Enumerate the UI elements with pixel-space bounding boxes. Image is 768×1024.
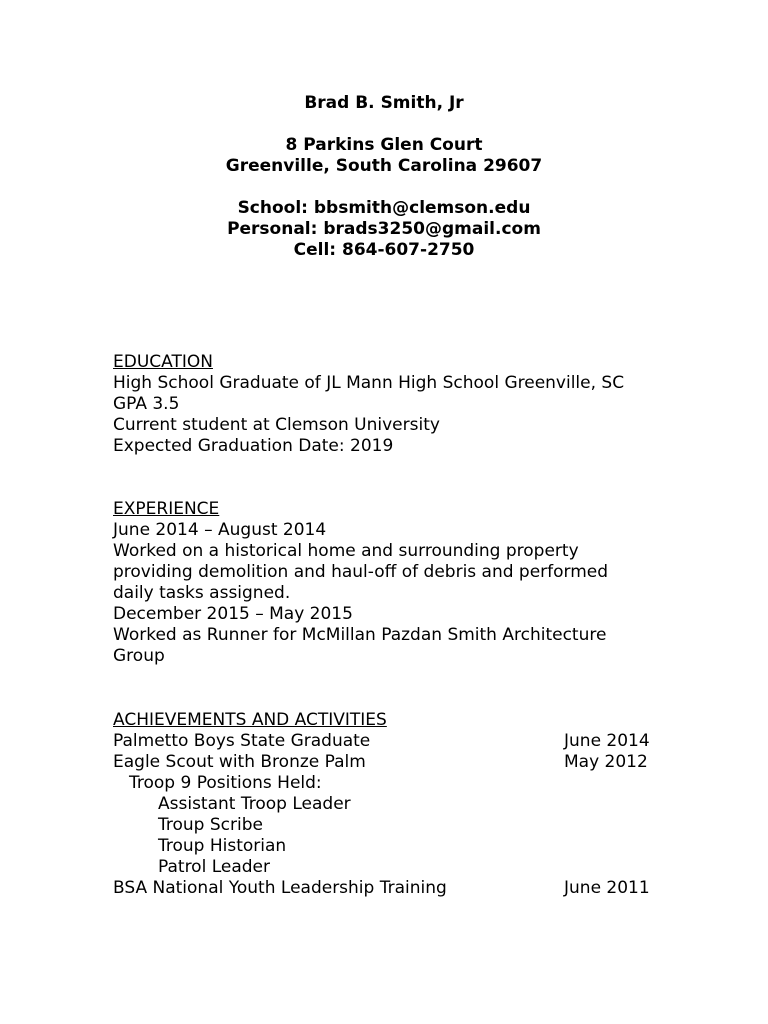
achievement-label: BSA National Youth Leadership Training xyxy=(113,878,447,898)
troop-position: Troup Scribe xyxy=(158,815,263,835)
education-line: Current student at Clemson University xyxy=(113,415,440,435)
achievements-heading: ACHIEVEMENTS AND ACTIVITIES xyxy=(113,710,387,730)
experience-line: Worked as Runner for McMillan Pazdan Smith Architecture xyxy=(113,625,607,645)
achievement-label: Eagle Scout with Bronze Palm xyxy=(113,752,366,772)
experience-line: December 2015 – May 2015 xyxy=(113,604,353,624)
experience-line: June 2014 – August 2014 xyxy=(113,520,327,540)
experience-line: daily tasks assigned. xyxy=(113,583,291,603)
school-email: School: bbsmith@clemson.edu xyxy=(237,198,531,218)
contact-block xyxy=(0,198,768,261)
education-section xyxy=(113,352,673,457)
education-line: High School Graduate of JL Mann High School Greenville, SC xyxy=(113,373,625,393)
education-heading: EDUCATION xyxy=(113,352,213,372)
education-line: Expected Graduation Date: 2019 xyxy=(113,436,394,456)
experience-heading: EXPERIENCE xyxy=(113,499,220,519)
achievement-row xyxy=(113,752,673,773)
achievement-label: Palmetto Boys State Graduate xyxy=(113,731,371,751)
achievement-date: June 2011 xyxy=(564,878,650,898)
experience-line: Group xyxy=(113,646,165,666)
troop-heading: Troop 9 Positions Held: xyxy=(129,773,322,793)
achievement-date: June 2014 xyxy=(564,731,650,751)
contact-header xyxy=(0,93,768,114)
personal-email: Personal: brads3250@gmail.com xyxy=(227,219,541,239)
education-line: GPA 3.5 xyxy=(113,394,180,414)
experience-line: Worked on a historical home and surrounding property xyxy=(113,541,579,561)
troop-position: Troup Historian xyxy=(158,836,287,856)
achievement-row xyxy=(113,731,673,752)
achievement-row xyxy=(113,878,673,899)
experience-line: providing demolition and haul-off of debris and performed xyxy=(113,562,609,582)
achievements-section xyxy=(113,710,673,899)
address-line-1: 8 Parkins Glen Court xyxy=(285,135,483,155)
address-line-2: Greenville, South Carolina 29607 xyxy=(225,156,543,176)
achievement-date: May 2012 xyxy=(564,752,648,772)
applicant-name: Brad B. Smith, Jr xyxy=(304,93,464,113)
troop-position: Assistant Troop Leader xyxy=(158,794,351,814)
cell-phone: Cell: 864-607-2750 xyxy=(293,240,475,260)
troop-position: Patrol Leader xyxy=(158,857,271,877)
address-block xyxy=(0,135,768,177)
experience-section xyxy=(113,499,673,667)
